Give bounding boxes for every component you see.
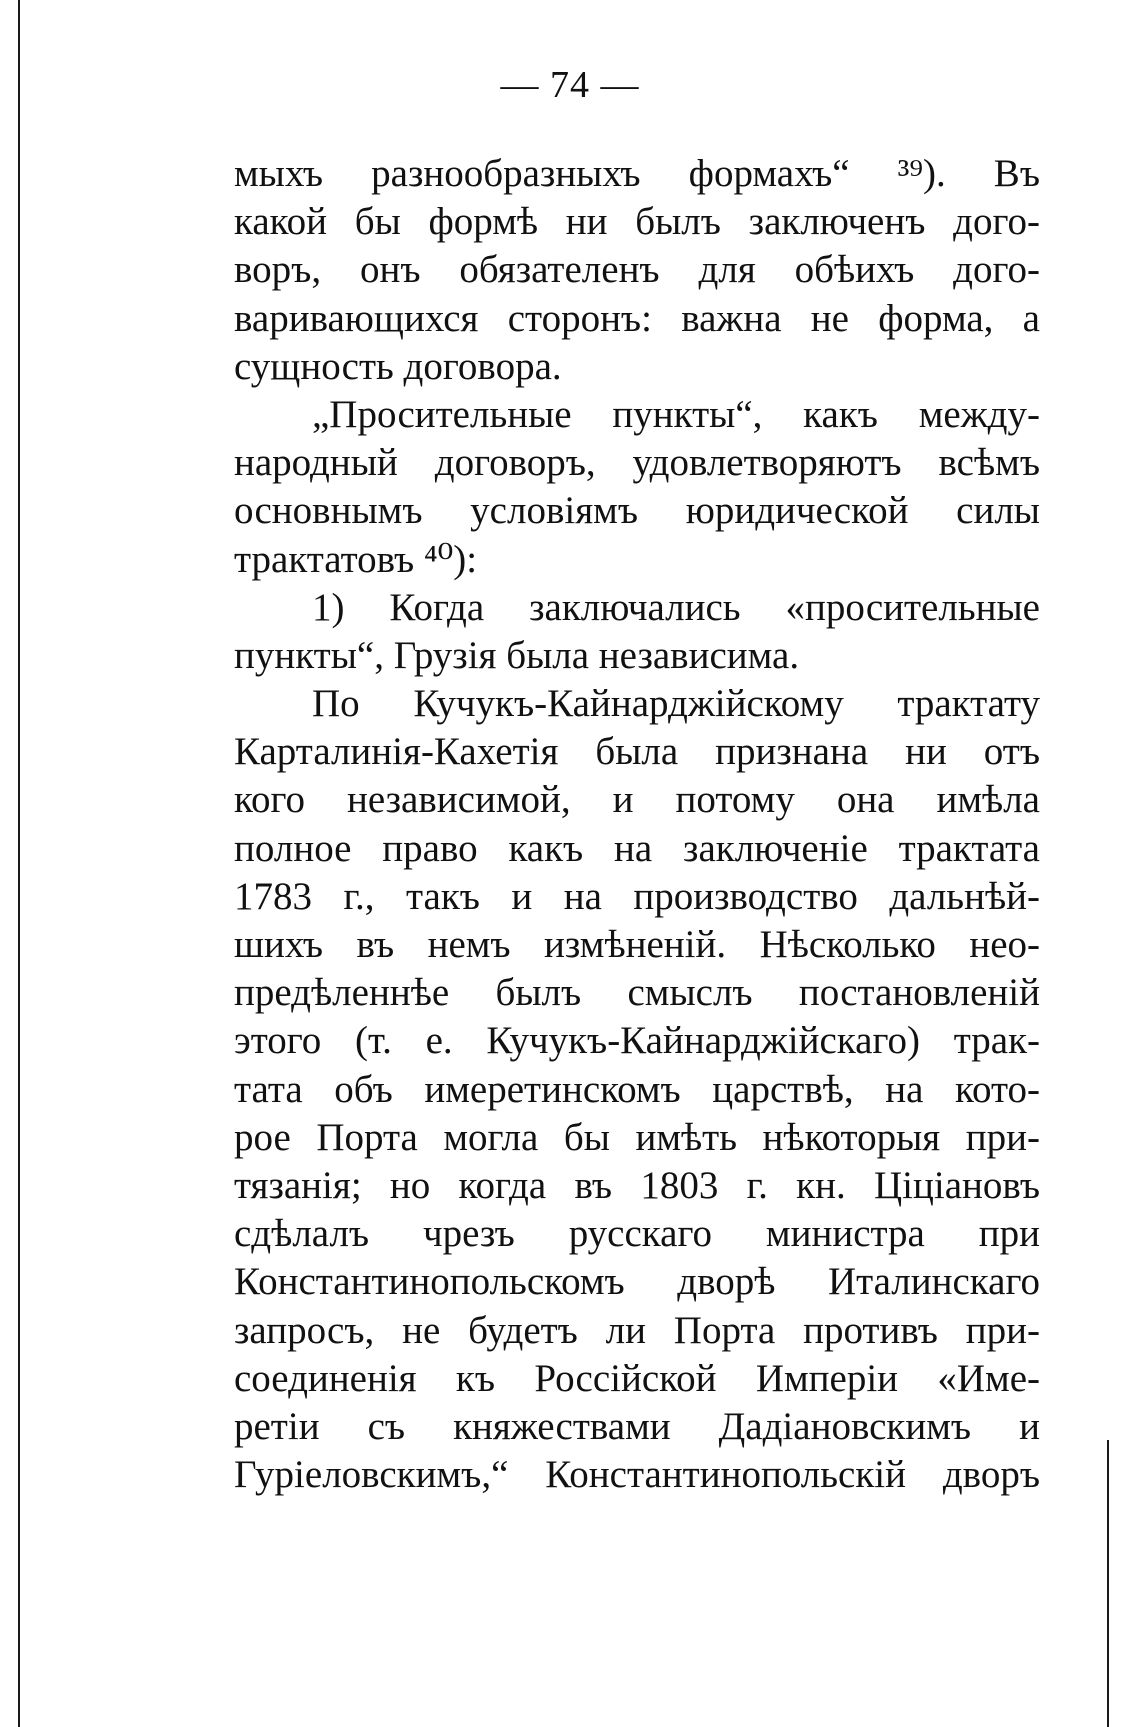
text-line: 1) Когда заключались «просительные bbox=[312, 585, 1040, 629]
text-line: какой бы формѣ ни былъ заключенъ дого- bbox=[234, 200, 1040, 244]
text-line: Карталинія-Кахетія была признана ни отъ bbox=[234, 730, 1040, 774]
text-line: тязанія; но когда въ 1803 г. кн. Ціціановъ bbox=[234, 1163, 1040, 1207]
text-line: предѣленнѣе былъ смыслъ постановленій bbox=[234, 971, 1040, 1015]
text-line: народный договоръ, удовлетворяютъ всѣмъ bbox=[234, 441, 1040, 485]
text-line: запросъ, не будетъ ли Порта противъ при- bbox=[234, 1308, 1040, 1352]
scan-left-edge bbox=[18, 0, 20, 1727]
scan-right-edge bbox=[1107, 1440, 1109, 1727]
text-line: 1783 г., такъ и на производство дальнѣй- bbox=[234, 874, 1040, 918]
text-line: полное право какъ на заключеніе трактата bbox=[234, 826, 1040, 870]
body-text bbox=[234, 150, 1040, 1499]
text-line: ретіи съ княжествами Дадіановскимъ и bbox=[234, 1404, 1040, 1448]
text-line: рое Порта могла бы имѣть нѣкоторыя при- bbox=[234, 1115, 1040, 1159]
text-line: „Просительные пункты“, какъ между- bbox=[312, 392, 1040, 436]
text-line: соединенія къ Россійской Имперіи «Име- bbox=[234, 1356, 1040, 1400]
text-line: кого независимой, и потому она имѣла bbox=[234, 778, 1040, 822]
text-line: мыхъ разнообразныхъ формахъ“ ³⁹). Въ bbox=[234, 152, 1040, 195]
text-line: этого (т. е. Кучукъ-Кайнарджійскаго) трак- bbox=[234, 1019, 1040, 1063]
text-line: По Кучукъ-Кайнарджійскому трактату bbox=[312, 682, 1040, 726]
text-line: шихъ въ немъ измѣненій. Нѣсколько нео- bbox=[234, 923, 1040, 966]
text-line: сущность договора. bbox=[234, 344, 562, 388]
page-number: — 74 — bbox=[500, 64, 640, 106]
text-line: варивающихся сторонъ: важна не форма, а bbox=[234, 296, 1040, 340]
text-line: сдѣлалъ чрезъ русскаго министра при bbox=[234, 1212, 1040, 1256]
text-line: воръ, онъ обязателенъ для обѣихъ дого- bbox=[234, 248, 1040, 292]
text-line: Константинопольскомъ дворѣ Италинскаго bbox=[234, 1260, 1040, 1304]
text-line: основнымъ условіямъ юридической силы bbox=[234, 489, 1040, 533]
text-line: Гуріеловскимъ,“ Константинопольскій дворъ bbox=[234, 1453, 1040, 1497]
text-line: трактатовъ ⁴⁰): bbox=[234, 537, 478, 581]
text-line: пункты“, Грузія была независима. bbox=[234, 633, 800, 677]
text-line: тата объ имеретинскомъ царствѣ, на кото- bbox=[234, 1067, 1040, 1111]
